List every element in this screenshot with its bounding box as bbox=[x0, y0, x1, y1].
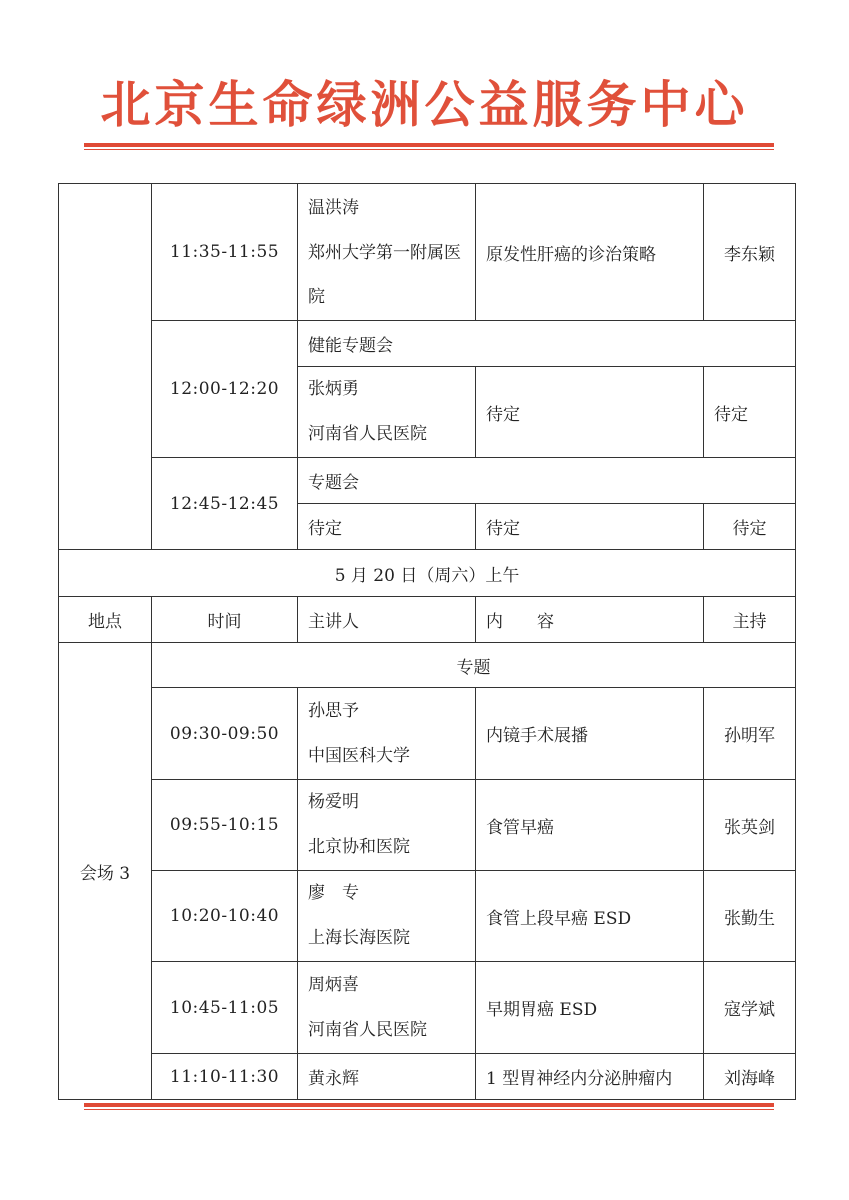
topic-cell: 食管早癌 bbox=[476, 780, 704, 871]
host-cell: 李东颖 bbox=[704, 184, 796, 321]
time-cell: 10:20-10:40 bbox=[152, 871, 298, 962]
speaker-cell: 待定 bbox=[298, 504, 476, 550]
schedule-table bbox=[58, 183, 796, 550]
letterhead-title: 北京生命绿洲公益服务中心 bbox=[100, 76, 749, 134]
speaker-affiliation: 北京协和医院 bbox=[308, 837, 410, 857]
section-title-row bbox=[59, 643, 796, 688]
speaker-name: 孙思予 bbox=[308, 700, 359, 721]
speaker-cell bbox=[298, 780, 476, 871]
session-title-row bbox=[59, 458, 796, 504]
venue-cell: 会场 3 bbox=[59, 643, 152, 1100]
table-row bbox=[59, 871, 796, 962]
host-cell: 寇学斌 bbox=[704, 962, 796, 1054]
venue-cell-prev bbox=[59, 184, 152, 550]
speaker-cell bbox=[298, 688, 476, 780]
host-cell: 张勤生 bbox=[704, 871, 796, 962]
speaker-name: 廖 专 bbox=[308, 883, 359, 903]
schedule-table-day bbox=[58, 549, 796, 1100]
host-cell: 待定 bbox=[704, 367, 796, 458]
day-header: 5 月 20 日（周六）上午 bbox=[59, 550, 796, 597]
speaker-affiliation: 河南省人民医院 bbox=[308, 424, 427, 444]
column-header-venue: 地点 bbox=[59, 597, 152, 643]
session-title: 健能专题会 bbox=[298, 321, 796, 367]
time-cell: 11:35-11:55 bbox=[152, 184, 298, 321]
speaker-name: 杨爱明 bbox=[308, 792, 359, 812]
host-cell: 刘海峰 bbox=[704, 1054, 796, 1100]
speaker-affiliation: 中国医科大学 bbox=[308, 745, 410, 766]
speaker-affiliation: 上海长海医院 bbox=[308, 928, 410, 948]
column-header-row bbox=[59, 597, 796, 643]
speaker-affiliation: 郑州大学第一附属医院 bbox=[308, 242, 461, 307]
time-cell: 10:45-11:05 bbox=[152, 962, 298, 1054]
host-cell: 待定 bbox=[704, 504, 796, 550]
speaker-affiliation: 河南省人民医院 bbox=[308, 1019, 427, 1040]
letterhead-rule-top bbox=[84, 143, 774, 150]
speaker-cell bbox=[298, 962, 476, 1054]
table-row bbox=[59, 962, 796, 1054]
table-row bbox=[59, 688, 796, 780]
session-title: 专题会 bbox=[298, 458, 796, 504]
section-title: 专题 bbox=[152, 643, 796, 688]
table-row bbox=[59, 780, 796, 871]
time-cell: 11:10-11:30 bbox=[152, 1054, 298, 1100]
speaker-name: 温洪涛 bbox=[308, 197, 359, 218]
speaker-cell: 黄永辉 bbox=[298, 1054, 476, 1100]
column-header-speaker: 主讲人 bbox=[298, 597, 476, 643]
host-cell: 张英剑 bbox=[704, 780, 796, 871]
time-cell: 09:30-09:50 bbox=[152, 688, 298, 780]
session-title-row bbox=[59, 321, 796, 367]
time-cell: 12:45-12:45 bbox=[152, 458, 298, 550]
column-header-topic: 内 容 bbox=[476, 597, 704, 643]
topic-cell: 内镜手术展播 bbox=[476, 688, 704, 780]
topic-cell: 1 型胃神经内分泌肿瘤内 bbox=[476, 1054, 704, 1100]
time-cell: 12:00-12:20 bbox=[152, 321, 298, 458]
topic-cell: 早期胃癌 ESD bbox=[476, 962, 704, 1054]
time-cell: 09:55-10:15 bbox=[152, 780, 298, 871]
footer-rule bbox=[84, 1103, 774, 1110]
host-cell: 孙明军 bbox=[704, 688, 796, 780]
speaker-cell bbox=[298, 184, 476, 321]
topic-cell: 待定 bbox=[476, 367, 704, 458]
column-header-time: 时间 bbox=[152, 597, 298, 643]
column-header-host: 主持 bbox=[704, 597, 796, 643]
topic-cell: 原发性肝癌的诊治策略 bbox=[476, 184, 704, 321]
topic-cell: 食管上段早癌 ESD bbox=[476, 871, 704, 962]
speaker-cell bbox=[298, 871, 476, 962]
table-row bbox=[59, 184, 796, 321]
speaker-name: 周炳喜 bbox=[308, 974, 359, 995]
day-header-row bbox=[59, 550, 796, 597]
topic-cell: 待定 bbox=[476, 504, 704, 550]
speaker-cell bbox=[298, 367, 476, 458]
speaker-name: 张炳勇 bbox=[308, 379, 359, 399]
table-row bbox=[59, 1054, 796, 1100]
